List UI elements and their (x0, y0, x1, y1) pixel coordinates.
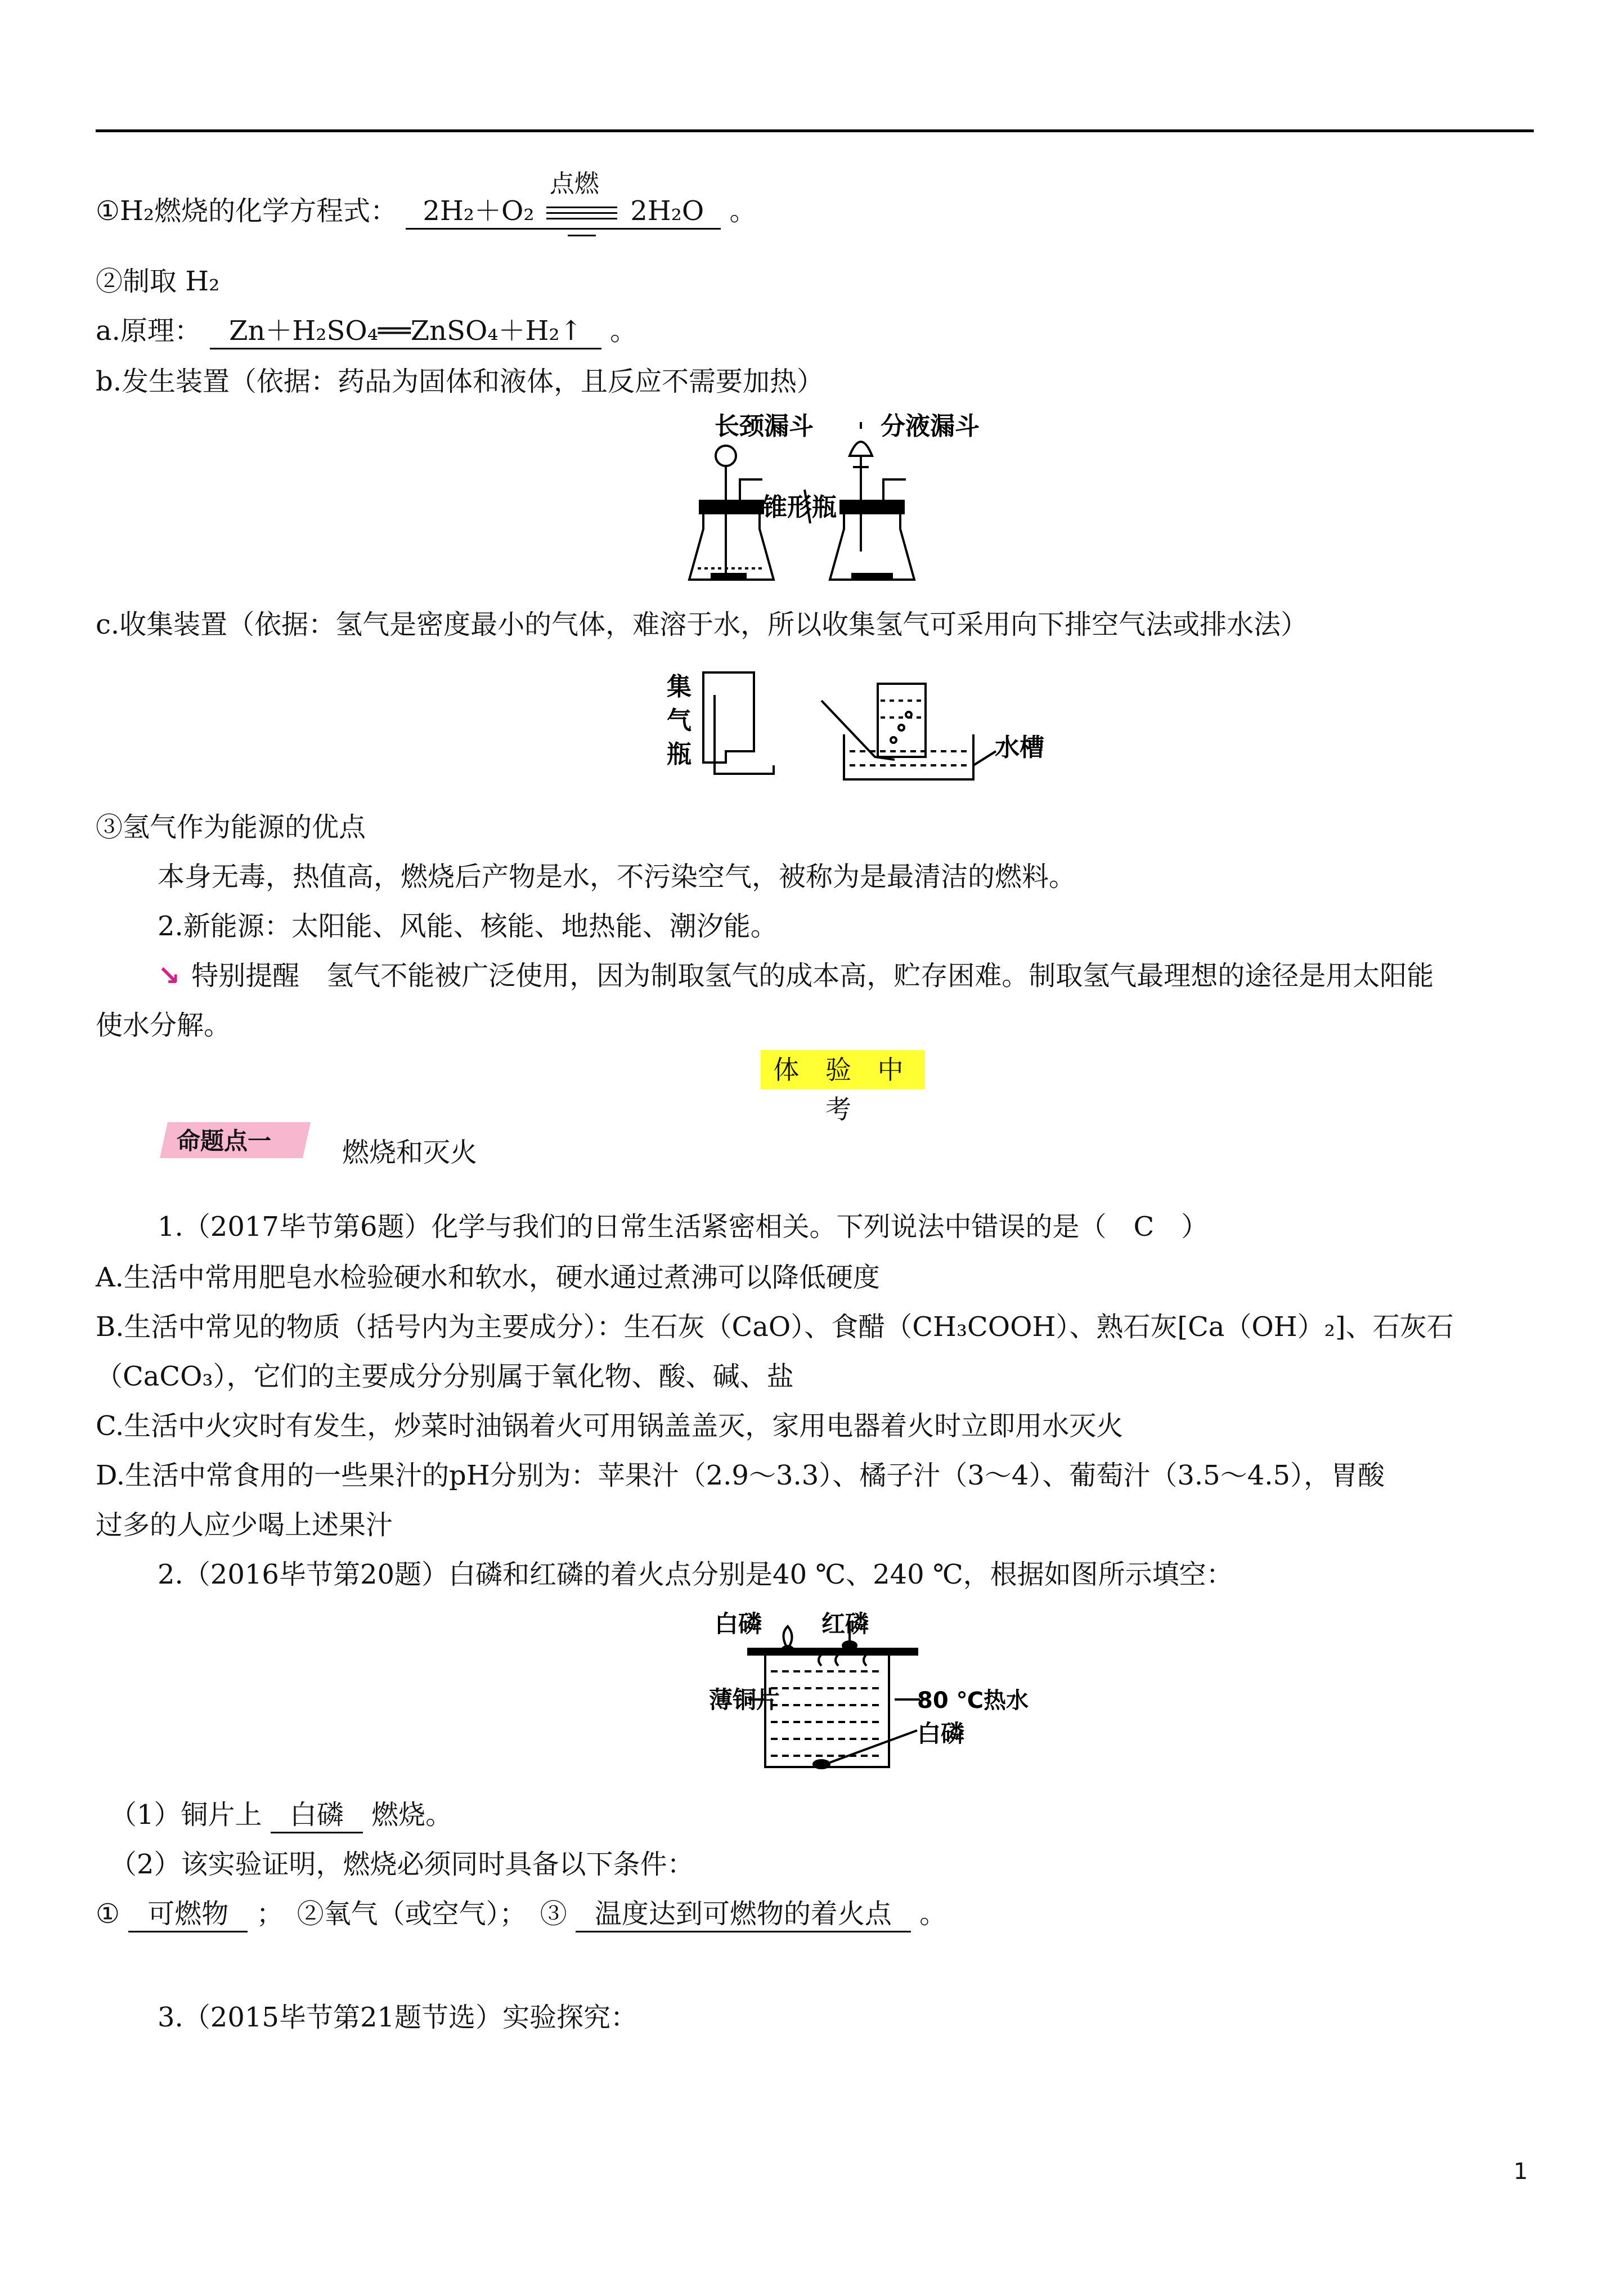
q2-stem: 2.（2016毕节第20题）白磷和红磷的着火点分别是40 ℃、240 ℃，根据如图所示填空： (158, 1559, 1233, 1590)
q2-c2: ； ②氧气（或空气）； ③ (256, 1898, 567, 1930)
label-white-phosphorus-water: 白磷 (917, 1720, 965, 1747)
q2-a1-answer: 白磷 (271, 1798, 363, 1833)
collector-text: c.收集装置（依据：氢气是密度最小的气体，难溶于水，所以收集氢气可采用向下排空气法或排水法） (96, 609, 1308, 640)
label-copper-sheet: 薄铜片 (709, 1686, 780, 1714)
q2-conditions (96, 1897, 946, 1932)
label-long-funnel: 长颈漏斗 (715, 412, 814, 441)
q1-option-d-1: D.生活中常食用的一些果汁的pH分别为：苹果汁（2.9～3.3）、橘子汁（3～4）、葡萄汁（3.5～4.5），胃酸 (96, 1460, 1385, 1491)
q1-option-c: C.生活中火灾时有发生，炒菜时油锅着火可用锅盖盖灭，家用电器着火时立即用水灭火 (96, 1410, 1124, 1442)
principle-equation: Zn＋H₂SO₄══ZnSO₄＋H₂↑ (210, 314, 601, 349)
principle-end: 。 (610, 315, 637, 347)
q2-a1-prefix: （1）铜片上 (110, 1799, 262, 1831)
label-red-phosphorus: 红磷 (821, 1610, 869, 1638)
page-number: 1 (1514, 2159, 1528, 2185)
q2-answer-2-stem: （2）该实验证明，燃烧必须同时具备以下条件： (110, 1849, 694, 1880)
q2-c1-prefix: ① (96, 1898, 120, 1930)
q1-option-d-2: 过多的人应少喝上述果汁 (96, 1509, 393, 1541)
q2-c1-answer: 可燃物 (128, 1897, 248, 1932)
prep-heading: ②制取 H₂ (96, 266, 220, 297)
q1-option-b-2: （CaCO₃），它们的主要成分分别属于氧化物、酸、碱、盐 (96, 1361, 794, 1392)
combustion-eq-left: 2H₂＋O₂ (423, 195, 535, 227)
label-flask: 锥形瓶 (762, 493, 837, 522)
topic-badge (158, 1120, 313, 1160)
q2-answer-1 (110, 1798, 452, 1833)
q3-stem: 3.（2015毕节第21题节选）实验探究： (158, 2002, 638, 2033)
label-hot-water: 80 ℃热水 (917, 1688, 1029, 1714)
q2-c3-answer: 温度达到可燃物的着火点 (576, 1897, 911, 1932)
arrow-icon: ↘ (158, 960, 181, 992)
generator-text: b.发生装置（依据：药品为固体和液体，且反应不需要加热） (96, 366, 824, 397)
label-bottle-1: 集 (667, 672, 691, 701)
reaction-condition (543, 169, 622, 225)
phosphorus-figure (709, 1609, 1029, 1778)
label-bottle-3: 瓶 (667, 740, 691, 769)
combustion-equation-line (96, 169, 757, 230)
label-bottle-2: 气 (667, 706, 691, 735)
tip-line-2: 使水分解。 (96, 1010, 231, 1041)
new-energy: 2.新能源：太阳能、风能、核能、地热能、潮汐能。 (158, 911, 778, 942)
combustion-end: 。 (729, 195, 757, 227)
q2-c3-suffix: 。 (919, 1898, 947, 1930)
q1-option-a: A.生活中常用肥皂水检验硬水和软水，硬水通过煮沸可以降低硬度 (96, 1262, 880, 1293)
topic-title: 燃烧和灭火 (342, 1137, 478, 1168)
advantage-heading: ③氢气作为能源的优点 (96, 811, 366, 843)
badge-text: 命题点一 (177, 1127, 272, 1155)
principle-label: a.原理： (96, 315, 201, 347)
combustion-label: ①H₂燃烧的化学方程式： (96, 195, 398, 227)
combustion-eq-right: 2H₂O (630, 195, 704, 227)
q1-option-b-1: B.生活中常见的物质（括号内为主要成分）：生石灰（CaO）、食醋（CH₃COOH）、熟石灰[Ca（OH）₂]、石灰石 (96, 1311, 1454, 1343)
advantage-text: 本身无毒，热值高，燃烧后产物是水，不污染空气，被称为是最清洁的燃料。 (158, 861, 1076, 893)
label-sep-funnel: 分液漏斗 (881, 412, 980, 441)
label-white-phosphorus: 白磷 (715, 1610, 762, 1638)
tip-line-1 (158, 959, 1434, 993)
q1-stem: 1.（2017毕节第6题）化学与我们的日常生活紧密相关。下列说法中错误的是（ C ） (158, 1211, 1209, 1243)
generator-figure (675, 412, 1013, 591)
section-title: 体 验 中 考 (761, 1050, 925, 1089)
principle-line (96, 314, 637, 349)
collector-figure (658, 661, 1052, 796)
combustion-answer (406, 169, 721, 230)
condition-ignite: 点燃 (549, 169, 599, 198)
header-rule (96, 129, 1534, 132)
tip-text-1: 特别提醒 氢气不能被广泛使用，因为制取氢气的成本高，贮存困难。制取氢气最理想的途径是用太阳能 (191, 960, 1434, 992)
q2-a1-suffix: 燃烧。 (371, 1799, 453, 1831)
label-trough: 水槽 (995, 733, 1044, 762)
